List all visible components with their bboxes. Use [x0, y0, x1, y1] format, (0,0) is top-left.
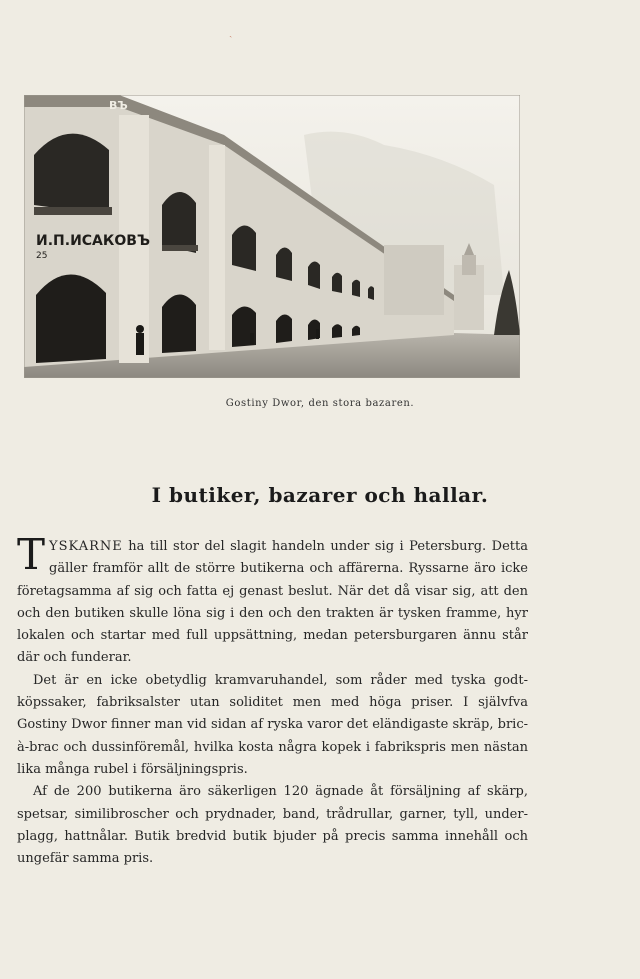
body-text: [17, 530, 528, 870]
drop-cap: T: [17, 530, 46, 579]
corner-mark: ˎ: [229, 27, 233, 38]
paragraph-1: [17, 530, 528, 670]
shop-sign-left: И.П.ИСАКОВЪ: [36, 233, 151, 249]
photo-illustration: [24, 95, 520, 378]
smallcaps-word: YSKARNE: [49, 539, 123, 554]
chapter-heading: I butiker, bazarer och hallar.: [151, 483, 489, 507]
paragraph-2: Det är en icke obetydlig kramvaruhandel, som råder med tyska godt-köpssaker, fabriksalster utan soliditet men med höga priser. I självfva Gostiny Dwor finner man vid sidan af ryska varor det eländigaste skräp, bric-à-brac och dussinföremål, hvilka kosta några kopek i fabrikspris men nästan lika många rubel i försäljningspris.: [17, 672, 528, 777]
paragraph-3: Af de 200 butikerna äro säkerligen 120 ägnade åt försäljning af skärp, spetsar, similibroscher och prydnader, band, trådrullar, garner, tyll, under-plagg, hattnålar. Butik bredvid butik bjuder på precis samma innehåll och ungefär samma pris.: [17, 784, 528, 867]
paragraph-1-text: ha till stor del slagit handeln under sig i Petersburg. Detta gäller framför allt de större butikerna och affärerna. Ryssarne äro icke företagsamma af sig och fatta ej genast beslut. När det då visar sig, att den och den butiken skulle löna sig i den och den trakten är tysken framme, hyr lokalen och startar med full uppsättning, medan petersburgaren ännu står där och funderar.: [17, 539, 528, 666]
shop-sign-top: ВЪ: [109, 99, 128, 112]
figure-caption: Gostiny Dwor, den stora bazaren.: [225, 398, 415, 409]
gostiny-dwor-photo: [24, 95, 520, 378]
shop-sign-number: 25: [36, 251, 48, 261]
